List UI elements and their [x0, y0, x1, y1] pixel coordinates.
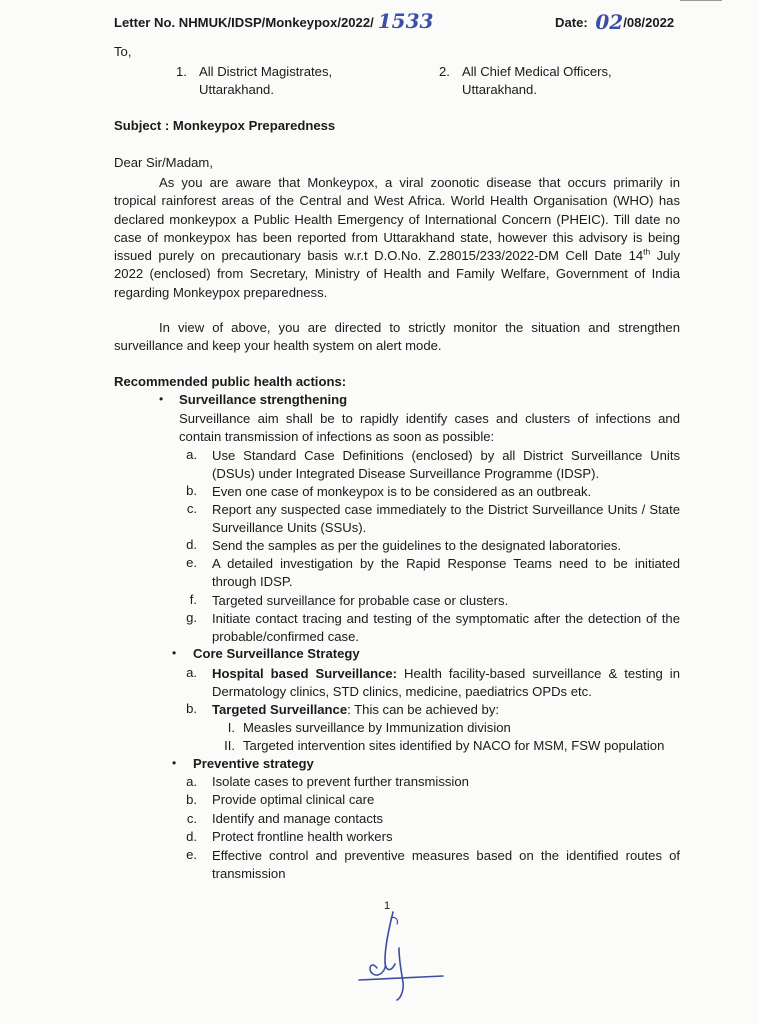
top-edge-line — [680, 0, 722, 1]
core-item-b-text: : This can be achieved by: — [347, 702, 500, 717]
surveillance-item-f: Targeted surveillance for probable case or clusters. — [212, 593, 509, 608]
core-sub-2-marker: II. — [224, 738, 235, 753]
core-item-b-marker: b. — [186, 701, 197, 716]
subject-line: Subject : Monkeypox Preparedness — [114, 118, 336, 133]
salutation: Dear Sir/Madam, — [114, 155, 213, 170]
signature-image — [355, 908, 450, 1003]
preventive-item-a: Isolate cases to prevent further transmission — [212, 774, 469, 789]
recipient-1-line1: All District Magistrates, — [199, 64, 333, 79]
surveillance-item-a: Use Standard Case Definitions (enclosed) by all District Surveillance Units (DSUs) under Integrated Disease Surveillance Programme (IDSP). — [212, 448, 680, 481]
core-title: Core Surveillance Strategy — [193, 646, 360, 661]
surveillance-item-g-marker: g. — [186, 610, 197, 625]
bullet-core: • — [172, 646, 177, 660]
surveillance-item-d: Send the samples as per the guidelines to the designated laboratories. — [212, 538, 622, 553]
surveillance-item-c: Report any suspected case immediately to the District Surveillance Units / State Surveillance Units (SSUs). — [212, 502, 680, 535]
preventive-title: Preventive strategy — [193, 756, 314, 771]
preventive-item-c-marker: c. — [186, 811, 197, 826]
paragraph-intro-part2: July 2022 (enclosed) from Secretary, Ministry of Health and Family Welfare, Government of India regarding Monkeypox preparedness. — [114, 248, 680, 300]
letter-number-label: Letter No. NHMUK/IDSP/Monkeypox/2022/ — [114, 15, 374, 30]
preventive-item-d-marker: d. — [186, 829, 197, 844]
surveillance-item-a-marker: a. — [186, 447, 197, 462]
recipient-2-line1: All Chief Medical Officers, — [462, 64, 612, 79]
page-number: 1 — [384, 900, 391, 912]
date-label: Date: — [555, 15, 588, 30]
paragraph-intro-part1: As you are aware that Monkeypox, a viral zoonotic disease that occurs primarily in tropical rainforest areas of the Central and West Africa. World Health Organisation (WHO) has declared monkeypox a Public Health Emergency of International Concern (PHEIC). Till date no case of monkeypox has been reported from Uttarakhand state, however this advisory is being issued purely on precautionary basis w.r.t D.O.No. Z.28015/233/2022-DM Cell Date 14 — [114, 175, 680, 264]
surveillance-item-e-marker: e. — [186, 555, 197, 570]
surveillance-item-e: A detailed investigation by the Rapid Response Teams need to be initiated through IDSP. — [212, 556, 680, 589]
recipient-2-line2: Uttarakhand. — [462, 82, 537, 97]
core-sub-2: Targeted intervention sites identified by NACO for MSM, FSW population — [243, 738, 665, 753]
preventive-item-b-marker: b. — [186, 792, 197, 807]
recipient-1-number: 1. — [176, 64, 187, 79]
preventive-item-e-marker: e. — [186, 847, 197, 862]
handwritten-date-day: 02 — [595, 10, 624, 34]
surveillance-title: Surveillance strengthening — [179, 392, 348, 407]
core-item-a-marker: a. — [186, 665, 197, 680]
core-item-b-heading: Targeted Surveillance — [212, 702, 348, 717]
preventive-item-d: Protect frontline health workers — [212, 829, 393, 844]
paragraph-directive: In view of above, you are directed to strictly monitor the situation and strengthen surveillance and keep your health system on alert mode. — [114, 320, 680, 354]
core-sub-1-marker: I. — [227, 720, 235, 735]
preventive-item-c: Identify and manage contacts — [212, 811, 384, 826]
date-month-year: /08/2022 — [623, 15, 675, 30]
handwritten-letter-number: 1533 — [377, 9, 434, 33]
core-item-a — [212, 665, 680, 701]
bullet-surveillance: • — [159, 392, 164, 406]
surveillance-intro: Surveillance aim shall be to rapidly identify cases and clusters of infections and contain transmission of infections as soon as possible: — [179, 411, 680, 444]
core-sub-1: Measles surveillance by Immunization division — [243, 720, 511, 735]
paragraph-intro — [114, 174, 680, 302]
preventive-item-a-marker: a. — [186, 774, 197, 789]
preventive-item-e: Effective control and preventive measures based on the identified routes of transmission — [212, 848, 680, 881]
preventive-item-b: Provide optimal clinical care — [212, 792, 375, 807]
surveillance-item-c-marker: c. — [186, 501, 197, 516]
letter-date — [555, 8, 674, 32]
recipient-2-number: 2. — [439, 64, 450, 79]
surveillance-item-f-marker: f. — [189, 592, 197, 607]
surveillance-item-b: Even one case of monkeypox is to be considered as an outbreak. — [212, 484, 592, 499]
surveillance-item-b-marker: b. — [186, 483, 197, 498]
bullet-preventive: • — [172, 756, 177, 770]
surveillance-item-g: Initiate contact tracing and testing of the symptomatic after the detection of the probable/confirmed case. — [212, 611, 680, 644]
core-item-b — [212, 701, 680, 719]
recipient-1-line2: Uttarakhand. — [199, 82, 274, 97]
core-item-a-heading: Hospital based Surveillance: — [212, 666, 398, 681]
to-label: To, — [114, 44, 132, 59]
surveillance-item-d-marker: d. — [186, 537, 197, 552]
letter-number — [114, 8, 433, 32]
paragraph-intro-superscript: th — [643, 246, 651, 257]
core-item-a-text: Health facility-based surveillance & testing in Dermatology clinics, STD clinics, medicine, paediatrics OPDs etc. — [212, 666, 681, 699]
actions-heading: Recommended public health actions: — [114, 374, 347, 389]
